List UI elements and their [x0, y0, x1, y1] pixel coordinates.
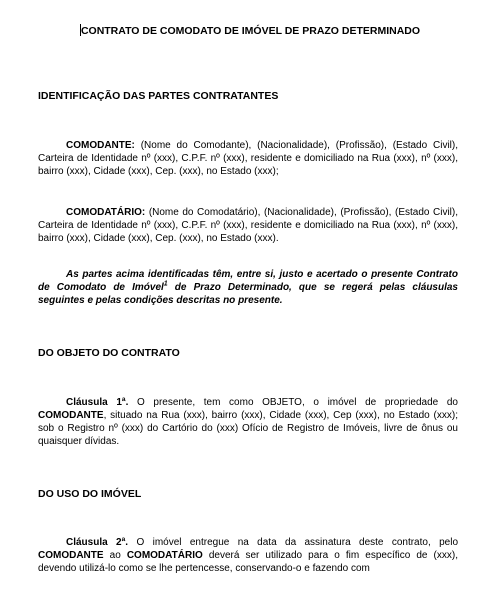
- comodante-text: (Nome do Comodante), (Nacionalidade), (Profissão), (Estado Civil), Carteira de Identidade nº (xxx), C.P.F. nº (xxx), residente e domiciliado na Rua (xxx), nº (xxx), bairro (xxx), Cidade (xxx), Cep. (xxx), no Estado (xxx);: [38, 140, 458, 177]
- clause-1-label: Cláusula 1ª.: [66, 397, 129, 408]
- comodatario-text: (Nome do Comodatário), (Nacionalidade), (Profissão), (Estado Civil), Carteira de Identidade nº (xxx), C.P.F. nº (xxx), residente e domiciliado na Rua (xxx), nº (xxx), bairro (xxx), Cidade (xxx), Cep. (xxx), no Estado (xxx).: [38, 207, 459, 244]
- object-heading: DO OBJETO DO CONTRATO: [38, 347, 180, 359]
- comodante-paragraph: [38, 139, 458, 178]
- document-title: CONTRATO DE COMODATO DE IMÓVEL DE PRAZO DETERMINADO: [80, 25, 421, 37]
- agreement-paragraph: As partes acima identificadas têm, entre si, justo e acertado o presente Contrato de Comodato de Imóvel$^1$ de Prazo Determinado, que se regerá pelas cláusulas seguintes e pelas condições descritas no presente.: [38, 269, 458, 306]
- comodatario-paragraph: [38, 206, 458, 245]
- comodatario-label: COMODATÁRIO:: [66, 207, 146, 218]
- use-heading: DO USO DO IMÓVEL: [38, 488, 142, 500]
- parties-heading: IDENTIFICAÇÃO DAS PARTES CONTRATANTES: [38, 90, 279, 102]
- comodante-label: COMODANTE:: [66, 140, 135, 151]
- clause-2-label: Cláusula 2ª.: [66, 537, 129, 548]
- clause-2-paragraph: Cláusula 2ª. O imóvel entregue na data da assinatura deste contrato, pelo COMODANTE ao COMODATÁRIO deverá ser utilizado para o fim específico de (xxx), devendo utilizá-lo como se lhe pertencesse, conservando-o e fazendo com: [38, 537, 459, 574]
- clause-1-paragraph: Cláusula 1ª. O presente, tem como OBJETO, o imóvel de propriedade do COMODANTE, situado na Rua (xxx), bairro (xxx), Cidade (xxx), Cep (xxx), no Estado (xxx); sob o Registro nº (xxx) do Cartório do (xxx) Ofício de Registro de Imóveis, livre de ônus ou quaisquer dívidas.: [38, 397, 458, 447]
- footnote-marker: 1: [163, 280, 168, 288]
